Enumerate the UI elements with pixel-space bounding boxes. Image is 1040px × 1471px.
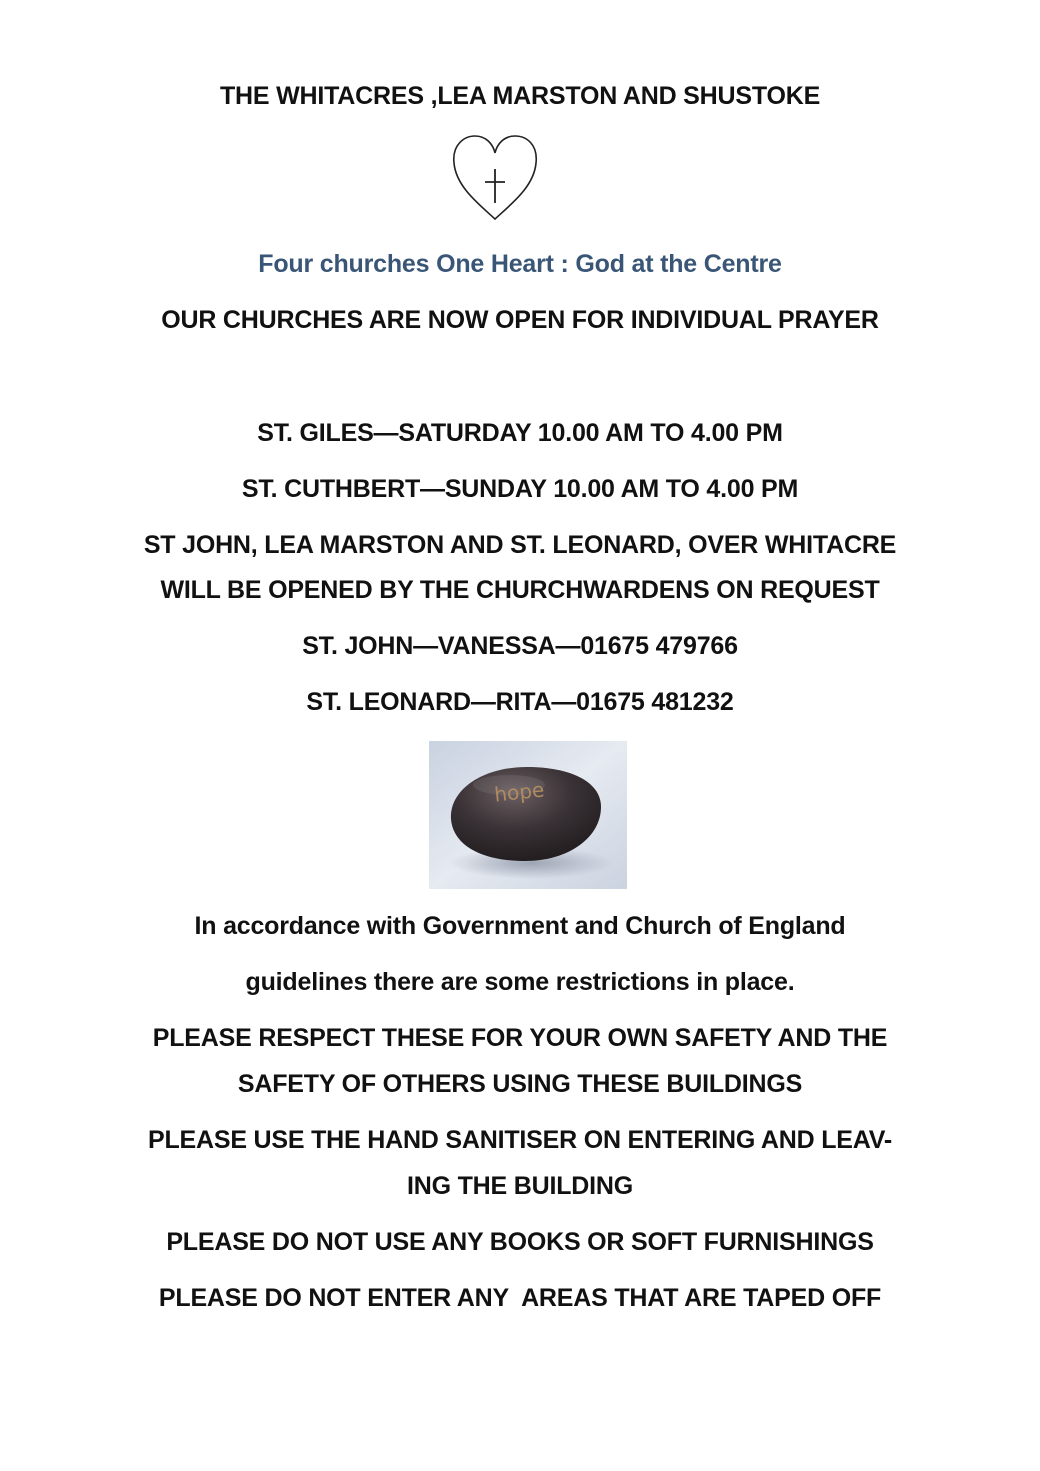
request-line-1: ST JOHN, LEA MARSTON AND ST. LEONARD, OVER WHITACRE [143, 531, 897, 559]
contact-st-john: ST. JOHN—VANESSA—01675 479766 [302, 632, 738, 660]
announcement: OUR CHURCHES ARE NOW OPEN FOR INDIVIDUAL PRAYER [161, 306, 879, 334]
stone-word: hope [493, 777, 546, 807]
hope-stone-image [429, 741, 627, 889]
guideline-sanitiser-2: ING THE BUILDING [407, 1172, 633, 1200]
guideline-taped: PLEASE DO NOT ENTER ANY AREAS THAT ARE TAPED OFF [158, 1284, 882, 1312]
request-line-2: WILL BE OPENED BY THE CHURCHWARDENS ON REQUEST [160, 576, 880, 604]
subtitle: Four churches One Heart : God at the Centre [258, 250, 782, 278]
contact-st-leonard: ST. LEONARD—RITA—01675 481232 [306, 688, 734, 716]
guideline-respect-1: PLEASE RESPECT THESE FOR YOUR OWN SAFETY AND THE [152, 1024, 888, 1052]
guideline-intro-1: In accordance with Government and Church of England [194, 912, 846, 940]
heart-with-cross-icon [450, 133, 540, 225]
guideline-respect-2: SAFETY OF OTHERS USING THESE BUILDINGS [237, 1070, 803, 1098]
guideline-intro-2: guidelines there are some restrictions in place. [245, 968, 795, 996]
schedule-st-giles: ST. GILES—SATURDAY 10.00 AM TO 4.00 PM [257, 419, 783, 447]
guideline-books: PLEASE DO NOT USE ANY BOOKS OR SOFT FURNISHINGS [166, 1228, 874, 1256]
page-title: THE WHITACRES ,LEA MARSTON AND SHUSTOKE [219, 82, 821, 110]
guideline-sanitiser-1: PLEASE USE THE HAND SANITISER ON ENTERING AND LEAV- [147, 1126, 893, 1154]
schedule-st-cuthbert: ST. CUTHBERT—SUNDAY 10.00 AM TO 4.00 PM [241, 475, 799, 503]
